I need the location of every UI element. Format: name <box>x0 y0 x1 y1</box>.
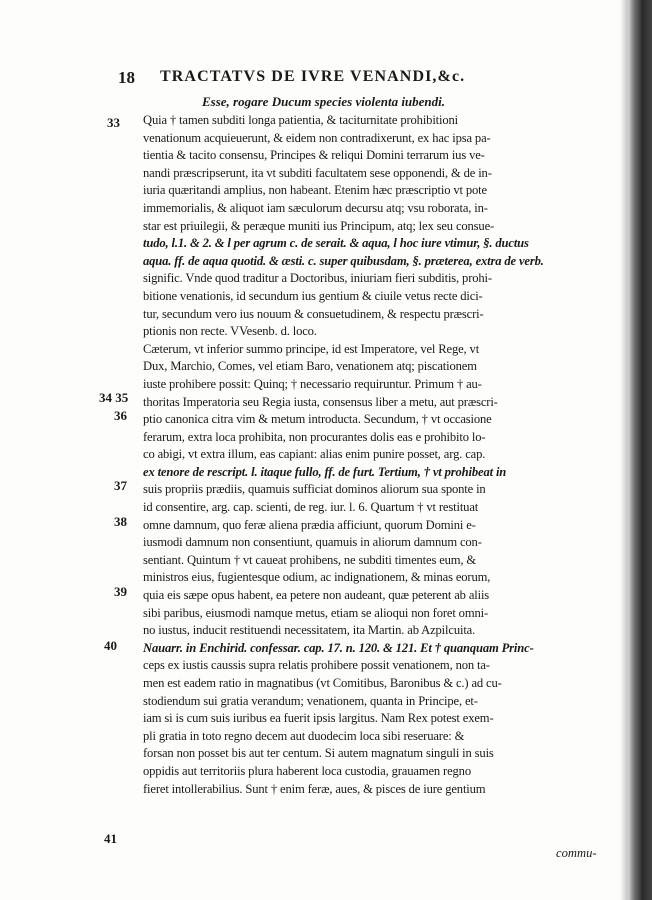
text-line: sentiant. Quintum † vt caueat prohibens, ne subditi timentes eum, & <box>143 552 477 567</box>
margin-number: 36 <box>114 408 127 423</box>
text-line: venationum acquieuerunt, & eidem non contradixerunt, ex hac ipsa pa- <box>143 130 491 145</box>
margin-number: 41 <box>104 831 117 846</box>
text-line: star est priuilegii, & peræque muniti ius Principum, atq; lex seu consue- <box>143 218 495 233</box>
text-line: iam si is cum suis iuribus ea fuerit ipsis largitus. Nam Rex potest exem- <box>143 711 494 726</box>
text-line: fieret intollerabilius. Sunt † enim feræ, aues, & pisces de iure gentium <box>143 781 486 796</box>
catchword: commu- <box>556 846 597 860</box>
margin-number: 40 <box>104 638 117 653</box>
margin-number: 34 35 <box>99 390 129 405</box>
text-line: bitione venationis, id secundum ius gentium & ciuile vetus recte dici- <box>143 288 483 303</box>
margin-number: 39 <box>114 584 127 599</box>
text-line: id consentire, arg. cap. scienti, de reg. iur. l. 6. Quartum † vt restituat <box>143 500 479 515</box>
text-line: signific. Vnde quod traditur a Doctoribus, iniuriam fieri subditis, prohi- <box>143 271 492 286</box>
text-line: forsan non posset bis aut ter centum. Si autem magnatum singuli in suis <box>143 746 494 761</box>
text-line: Quia † tamen subditi longa patientia, & taciturnitate prohibitioni <box>143 113 459 127</box>
text-line: Nauarr. in Enchirid. confessar. cap. 17. n. 120. & 121. Et † quanquam Princ- <box>143 640 534 655</box>
text-line: nandi præscripserunt, ita vt subditi facultatem sese opponendi, & de in- <box>143 165 492 180</box>
running-title: TRACTATVS DE IVRE VENANDI,&c. <box>160 68 466 85</box>
text-line: thoritas Imperatoria seu Regia iusta, consensus liber a metu, aut præscri- <box>143 394 498 409</box>
text-line: tientia & tacito consensu, Principes & reliqui Domini terrarum ius ve- <box>143 148 485 163</box>
text-line: sibi paribus, eiusmodi namque metus, etiam se alioqui non foret omni- <box>143 605 489 620</box>
text-line: ex tenore de rescript. l. itaque fullo, ff. de furt. Tertium, † vt prohibeat in <box>143 464 507 479</box>
text-line: Cæterum, vt inferior summo principe, id est Imperatore, vel Rege, vt <box>143 341 480 356</box>
margin-number: 37 <box>114 478 127 493</box>
text-line: Dux, Marchio, Comes, vel etiam Baro, venationem atq; piscationem <box>143 359 477 374</box>
text-line: ministros eius, fugientesque odium, ac indignationem, & minas eorum, <box>143 570 491 585</box>
page-number: 18 <box>118 68 135 87</box>
page-header <box>118 68 618 92</box>
text-line: no iustus, inducit restituendi necessitatem, ita Martin. ab Azpilcuita. <box>143 623 476 638</box>
text-line: immemorialis, & aliquot iam sæculorum decursu atq; vsu roborata, in- <box>143 200 488 215</box>
book-spine <box>628 0 652 900</box>
text-line: men est eadem ratio in magnatibus (vt Comitibus, Baronibus & c.) ad cu- <box>143 676 502 690</box>
text-line: co abigi, vt extra illum, eas capiant: alias enim punire posset, arg. cap. <box>143 447 486 462</box>
text-line: aqua. ff. de aqua quotid. & æsti. c. super quibusdam, §. præterea, extra de verb. <box>143 253 544 268</box>
text-line: iuste prohibere possit: Quinq; † necessario requiruntur. Primum † au- <box>143 376 482 391</box>
text-line: iusmodi damnum non consentiunt, quamuis in aliorum damnum con- <box>143 535 482 550</box>
body-text <box>143 112 603 798</box>
text-line: pli gratia in toto regno decem aut duodecim loca sibi reseruare: & <box>143 728 465 743</box>
page-shadow <box>620 0 628 900</box>
margin-number: 33 <box>107 115 120 130</box>
text-line: ptio canonica citra vim & metum introducta. Secundum, † vt occasione <box>143 412 492 427</box>
text-line: ceps ex iustis caussis supra relatis prohibere possit venationem, non ta- <box>143 658 490 673</box>
text-line: ferarum, extra loca prohibita, non procurantes dolis eas e prohibito lo- <box>143 429 486 444</box>
margin-number: 38 <box>114 514 127 529</box>
section-subheading: Esse, rogare Ducum species violenta iubendi. <box>202 94 446 109</box>
text-line: suis propriis prædiis, quamuis sufficiat dominos aliorum sua sponte in <box>143 482 486 497</box>
text-line: tudo, l.1. & 2. & l per agrum c. de serait. & aqua, l hoc iure vtimur, §. ductus <box>143 236 529 251</box>
text-line: quia eis sæpe opus habent, ea petere non audeant, quæ peterent ab aliis <box>143 588 490 603</box>
text-line: omne damnum, quo feræ aliena prædia afficiunt, quorum Domini e- <box>143 517 476 532</box>
text-line: iuria quæritandi amplius, non habeant. Etenim hæc præscriptio vt pote <box>143 183 487 198</box>
text-line: ptionis non recte. VVesenb. d. loco. <box>143 324 317 339</box>
margin-numbers <box>0 112 143 872</box>
text-line: tur, secundum vero ius nouum & consuetudinem, & respectu præscri- <box>143 306 484 321</box>
text-line: stodiendum sui gratia verandum; venationem, quanta in Principe, et- <box>143 693 478 708</box>
text-line: oppidis aut territoriis plura haberent loca custodia, grauamen regno <box>143 763 471 778</box>
